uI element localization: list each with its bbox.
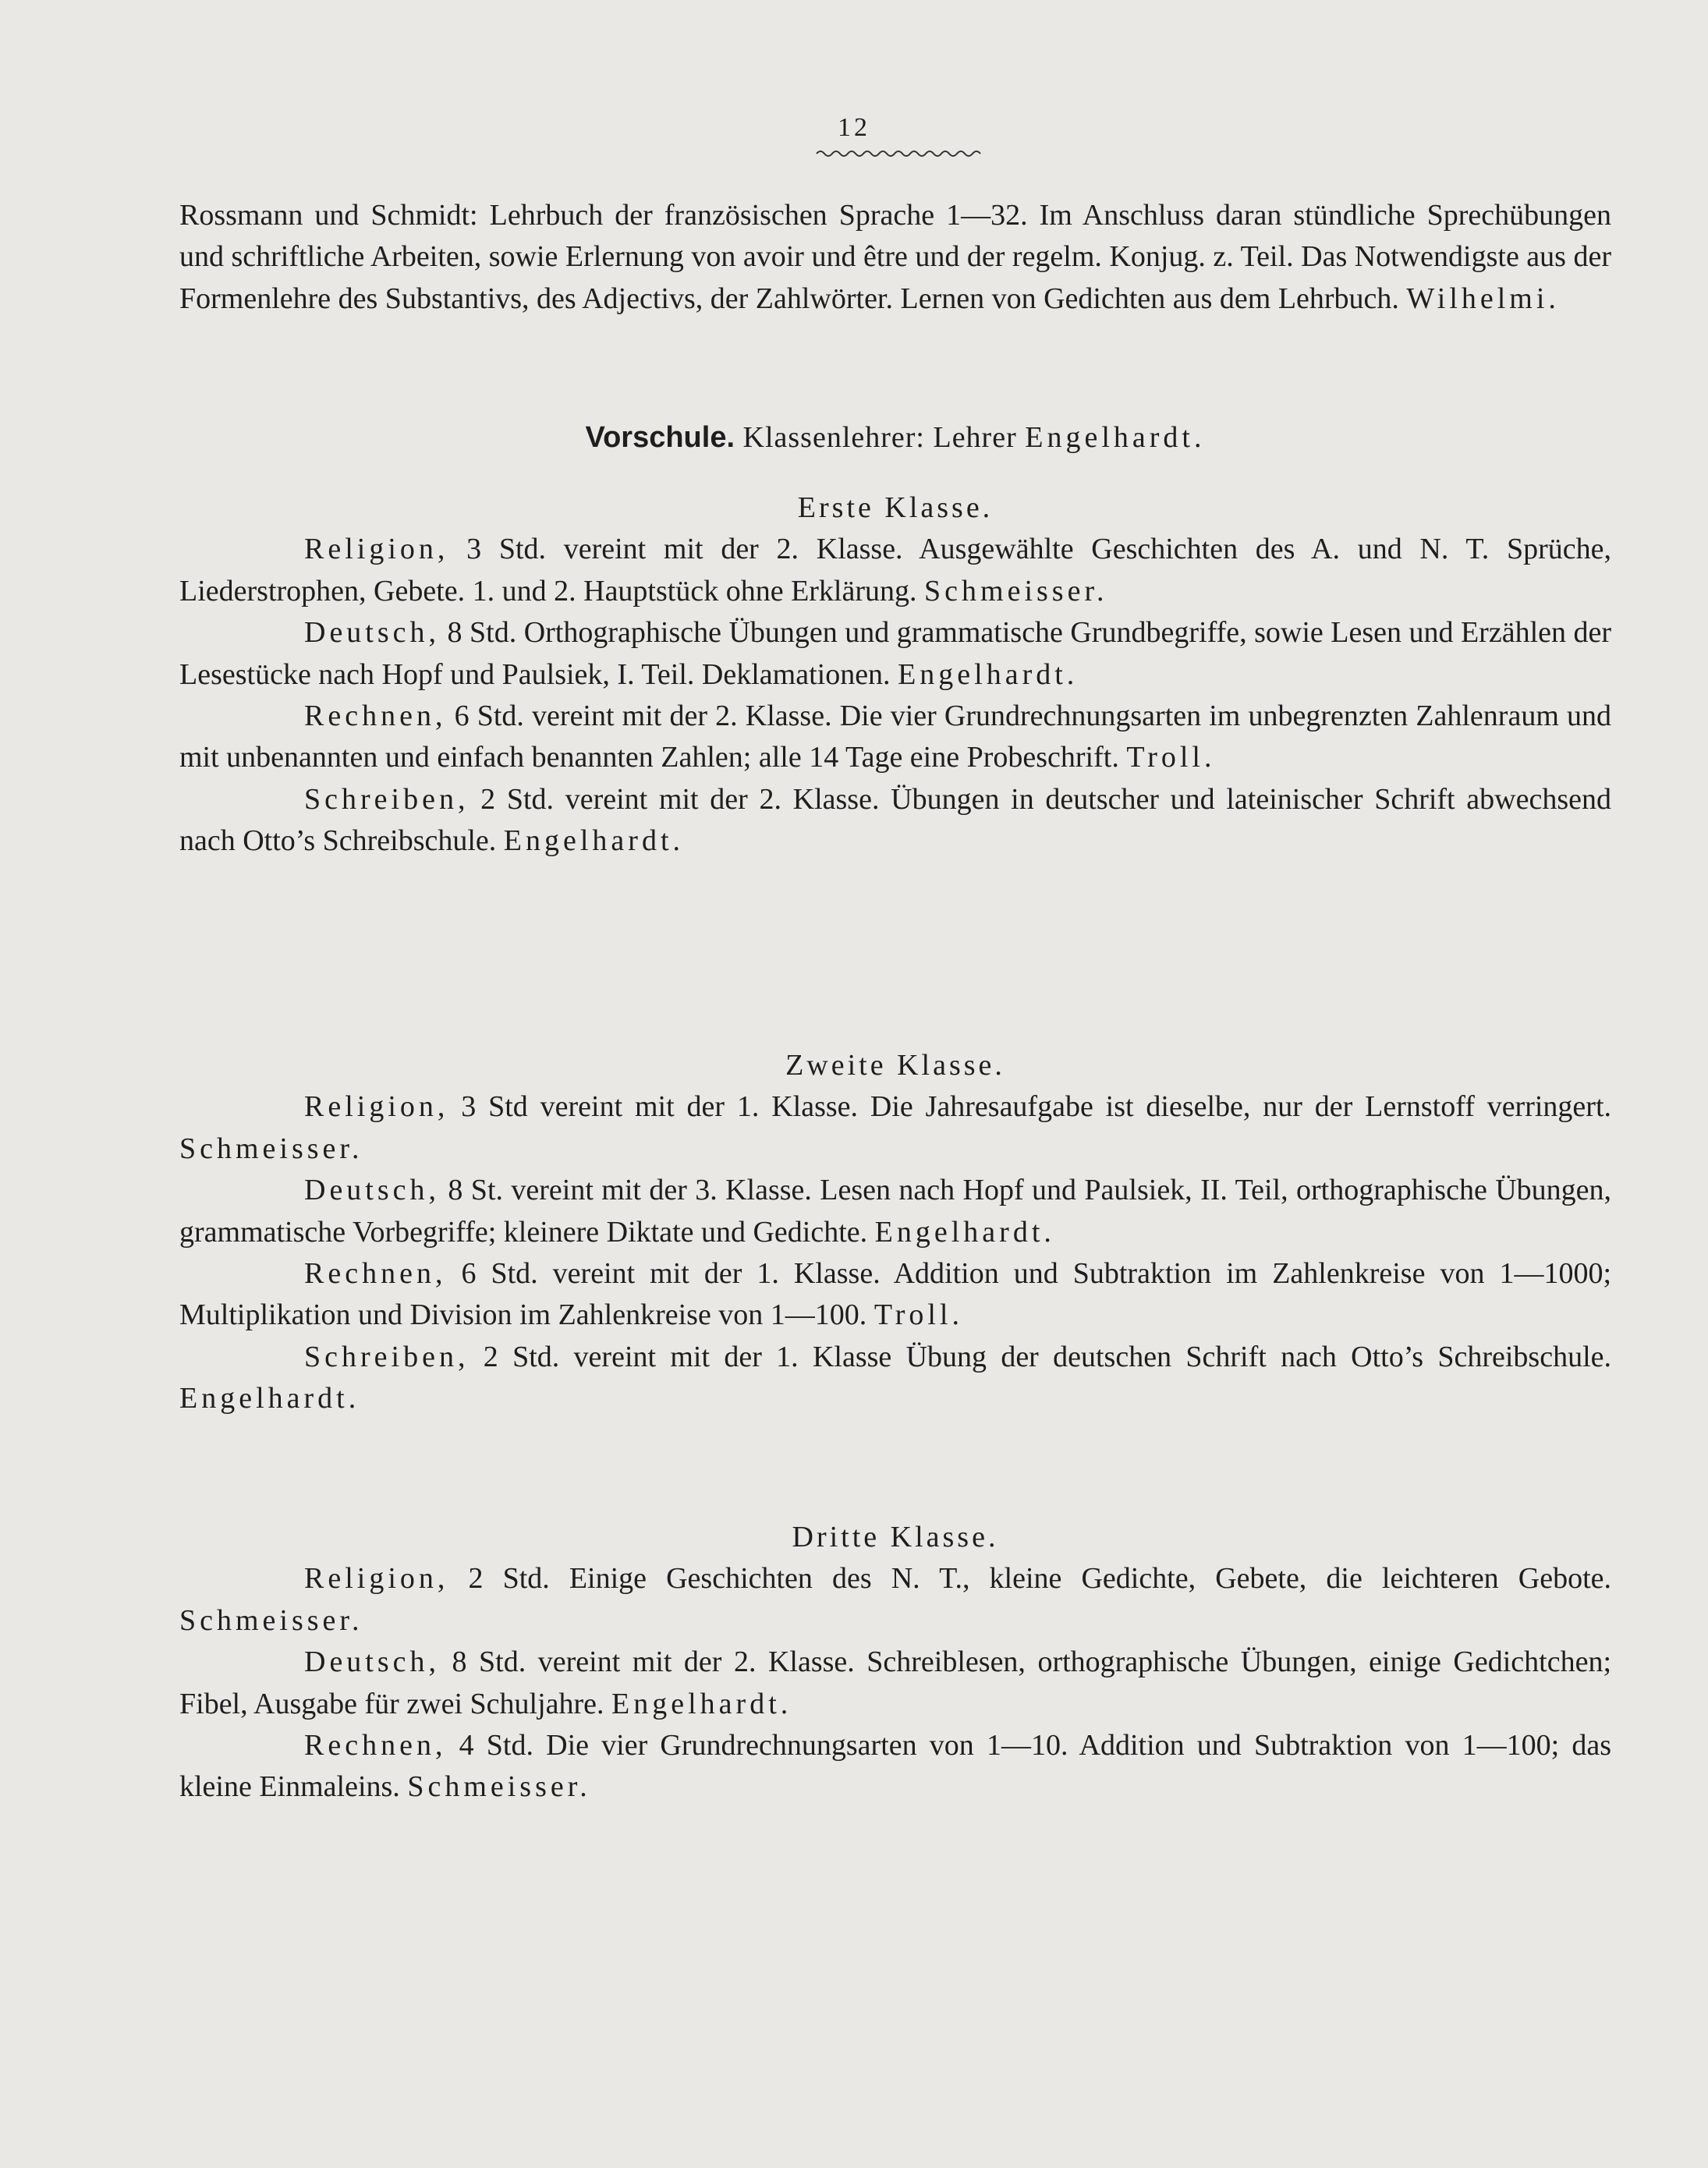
intro-text: Rossmann und Schmidt: Lehrbuch der französischen Sprache 1—32. Im Anschluss daran stündliche Sprechübungen und schriftliche Arbeiten, sowie Erlernung von avoir und être und der regelm. Konjug. z. Teil. Das Notwendigste aus der Formenlehre des Substantivs, des Adjectivs, der Zahlwörter. Lernen von Gedichten aus dem Lehrbuch. bbox=[179, 199, 1611, 315]
subject-paragraph bbox=[179, 1558, 1611, 1642]
wavy-ornament bbox=[815, 147, 987, 161]
subject-teacher: Troll. bbox=[873, 1298, 963, 1332]
class-section-3 bbox=[179, 1517, 1611, 1808]
subject-paragraph bbox=[179, 1086, 1611, 1170]
subject-name: Deutsch, bbox=[304, 1174, 441, 1207]
subject-teacher: Engelhardt. bbox=[179, 1382, 360, 1415]
subject-name: Religion, bbox=[304, 1090, 449, 1124]
subject-text: 8 Std. vereint mit der 2. Klasse. Schreiblesen, orthographische Übungen, einige Gedichtchen; Fibel, Ausgabe für zwei Schuljahre. bbox=[179, 1645, 1612, 1720]
subject-name: Deutsch, bbox=[304, 1645, 441, 1679]
subject-paragraph bbox=[179, 529, 1611, 612]
subject-teacher: Engelhardt. bbox=[503, 824, 685, 858]
vorschule-heading bbox=[179, 417, 1611, 459]
vorschule-teacher-prefix: Klassenlehrer: Lehrer bbox=[742, 421, 1017, 454]
subject-teacher: Troll. bbox=[1126, 741, 1216, 774]
vorschule-teacher-name: Engelhardt. bbox=[1025, 421, 1206, 454]
subject-teacher: Schmeisser. bbox=[179, 1603, 363, 1637]
subject-text: 8 St. vereint mit der 3. Klasse. Lesen nach Hopf und Paulsiek, II. Teil, orthographische Übungen, grammatische Vorbegriffe; kleinere Diktate und Gedichte. bbox=[179, 1174, 1612, 1249]
page-number: 12 bbox=[838, 113, 870, 142]
subject-name: Schreiben, bbox=[304, 1340, 470, 1373]
subject-name: Schreiben, bbox=[304, 782, 470, 816]
subject-text: 3 Std. vereint mit der 2. Klasse. Ausgewählte Geschichten des A. und N. T. Sprüche, Liederstrophen, Gebete. 1. und 2. Hauptstück ohne Erklärung. bbox=[179, 533, 1612, 608]
subject-text: 2 Std. vereint mit der 1. Klasse Übung der deutschen Schrift nach Otto’s Schreibschule. bbox=[483, 1340, 1612, 1373]
subject-text: 3 Std vereint mit der 1. Klasse. Die Jahresaufgabe ist dieselbe, nur der Lernstoff verringert. bbox=[461, 1090, 1612, 1124]
subject-name: Religion, bbox=[304, 533, 449, 566]
subject-name: Rechnen, bbox=[304, 700, 447, 733]
subject-paragraph bbox=[179, 779, 1611, 863]
class-title: Zweite Klasse. bbox=[785, 1049, 1005, 1082]
class-section-2 bbox=[179, 1045, 1611, 1420]
subject-text: 2 Std. Einige Geschichten des N. T., kleine Gedichte, Gebete, die leichteren Gebote. bbox=[468, 1562, 1611, 1596]
subject-paragraph bbox=[179, 1253, 1611, 1337]
subject-name: Deutsch, bbox=[304, 616, 441, 650]
subject-name: Rechnen, bbox=[304, 1257, 447, 1291]
subject-text: 6 Std. vereint mit der 1. Klasse. Addition und Subtraktion im Zahlenkreise von 1—1000; Multiplikation und Division im Zahlenkreise von 1—100. bbox=[179, 1257, 1612, 1332]
subject-paragraph bbox=[179, 1642, 1611, 1725]
subject-teacher: Engelhardt. bbox=[898, 657, 1079, 691]
subject-paragraph bbox=[179, 612, 1611, 696]
subject-text: 8 Std. Orthographische Übungen und grammatische Grundbegriffe, sowie Lesen und Erzählen der Lesestücke nach Hopf und Paulsiek, I. Teil. Deklamationen. bbox=[179, 616, 1612, 691]
subject-teacher: Engelhardt. bbox=[611, 1687, 792, 1720]
intro-teacher: Wilhelmi. bbox=[1406, 282, 1560, 315]
subject-teacher: Schmeisser. bbox=[179, 1132, 363, 1165]
subject-text: 4 Std. Die vier Grundrechnungsarten von 1—10. Addition und Subtraktion von 1—100; das kleine Einmaleins. bbox=[179, 1729, 1611, 1804]
subject-paragraph bbox=[179, 696, 1611, 779]
subject-name: Rechnen, bbox=[304, 1729, 447, 1762]
class-title: Erste Klasse. bbox=[797, 491, 994, 524]
subject-teacher: Engelhardt. bbox=[874, 1215, 1055, 1249]
vorschule-header bbox=[179, 417, 1611, 459]
subject-text: 2 Std. vereint mit der 2. Klasse. Übungen in deutscher und lateinischer Schrift abwechsend nach Otto’s Schreibschule. bbox=[179, 782, 1611, 858]
subject-text: 6 Std. vereint mit der 2. Klasse. Die vier Grundrechnungsarten im unbegrenzten Zahlenraum und mit unbenannten und einfach benannten Zahlen; alle 14 Tage eine Probeschrift. bbox=[179, 700, 1612, 774]
subject-paragraph bbox=[179, 1337, 1611, 1420]
class-section-1 bbox=[179, 487, 1611, 863]
subject-teacher: Schmeisser. bbox=[924, 574, 1108, 608]
class-title: Dritte Klasse. bbox=[792, 1521, 999, 1553]
subject-name: Religion, bbox=[304, 1562, 449, 1596]
subject-paragraph bbox=[179, 1725, 1611, 1808]
intro-block bbox=[179, 195, 1611, 320]
vorschule-label: Vorschule. bbox=[585, 421, 735, 454]
subject-teacher: Schmeisser. bbox=[407, 1770, 591, 1804]
subject-paragraph bbox=[179, 1170, 1611, 1253]
intro-paragraph bbox=[179, 195, 1611, 320]
